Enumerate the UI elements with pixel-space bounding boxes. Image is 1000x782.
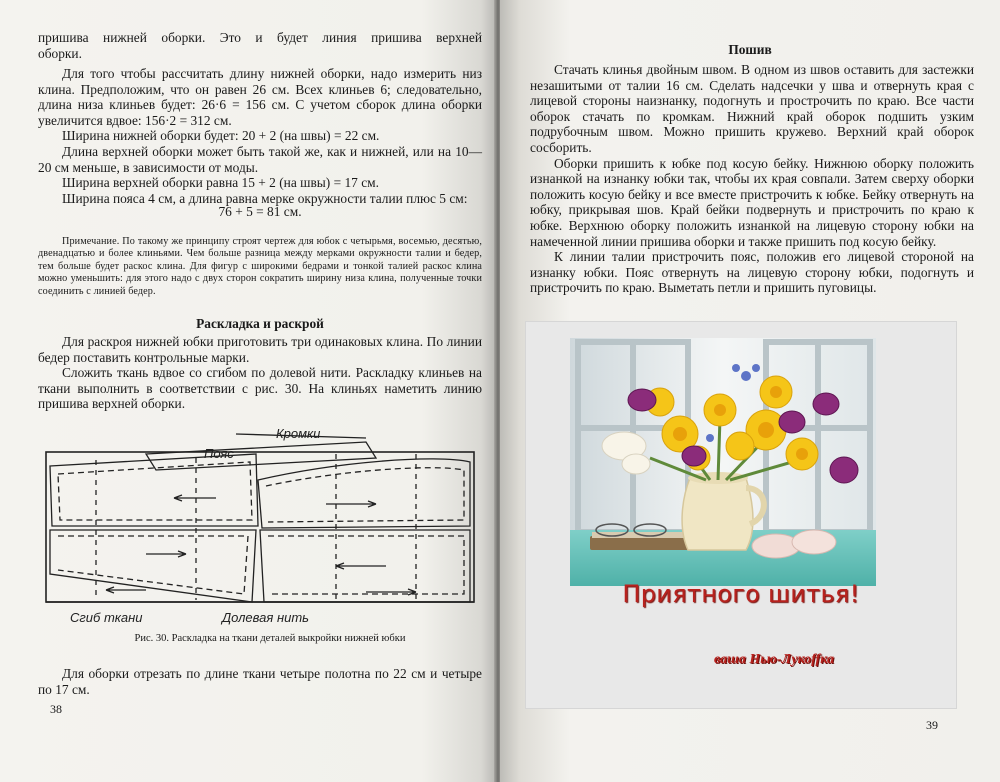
signature-text: ваша Нью-Лукоffка: [714, 652, 834, 667]
label-poyas: Пояс: [204, 446, 234, 461]
paragraph-ruffles: Оборки пришить к юбке под косую бейку. Нижнюю оборку положить изнанкой на изнанку юбки так, чтобы их края совпали. Затем сверху оборки положить косую бейку и все вместе пристрочить к юбке. Бейку отвернуть на юбку, прикрывая шов. Край бейки подвернуть и пристрочить по краю к юбке. Верхнюю оборку положить изнанкой на лицевую сторону юбки на намеченной линии пришива оборки и также пришить под косую бейку.: [530, 155, 974, 249]
paragraph-lower-width: Ширина нижней оборки будет: 20 + 2 (на швы) = 22 см.: [62, 128, 380, 144]
note-paragraph: Примечание. По такому же принципу строят чертеж для юбок с четырьмя, восемью, десятью, двенадцатью и более клиньями. Чем больше разница между мерками окружности талии и бедер, тем больше будет раскос клина. Для фигур с широкими бедрами и тонкой талией раскос клина можно уменьшить: для этого надо с двух сторон сократить ширину низа клина, полученные точки соединить с линией бедер.: [38, 236, 482, 297]
paragraph-upper-length: Длина верхней оборки может быть такой же, как и нижней, или на 10—20 см меньше, в зависимости от моды.: [38, 143, 482, 175]
layout-paragraphs: [38, 334, 482, 412]
label-fold: Сгиб ткани: [70, 610, 143, 625]
left-page: [0, 0, 496, 782]
intro-line-1: пришива нижней оборки. Это и будет линия пришива верхней: [38, 30, 482, 45]
flower-vase-photo: [570, 338, 876, 586]
paragraph-prepare-wedges: Для раскроя нижней юбки приготовить три одинаковых клина. По линии бедер поставить контрольные марки.: [38, 334, 482, 365]
left-intro: [38, 30, 482, 61]
label-grain: Долевая нить: [222, 610, 309, 625]
belt-formula: 76 + 5 = 81 см.: [218, 204, 302, 219]
intro-line-2: оборки.: [38, 45, 82, 61]
page-number-right: 39: [926, 718, 938, 732]
label-kromki: Кромки: [276, 426, 321, 441]
paragraph-belt-width: Ширина пояса 4 см, а длина равна мерке окружности талии плюс 5 см:: [62, 190, 468, 206]
page-number-left: 38: [50, 702, 62, 716]
left-calculations: [38, 66, 482, 206]
figure-caption: Рис. 30. Раскладка на ткани деталей выкройки нижней юбки: [134, 633, 406, 644]
cutting-layout-diagram: [36, 424, 486, 634]
paragraph-length-calc: Для того чтобы рассчитать длину нижней оборки, надо измерить низ клина. Предположим, что он равен 26 см. Всех клиньев 6; следовательно, длина низа клиньев будет: 26·6 = 156 см. С учетом сборок длина оборки увеличится вдвое: 156·2 = 312 см.: [38, 66, 482, 128]
paragraph-seams: Стачать клинья двойным швом. В одном из швов оставить для застежки незашитыми от талии 16 см. Сделать надсечки у шва и отвернуть края с лицевой стороны наизнанку, подогнуть и прострочить по краю. Все части оборок стачать по кромкам. Нижний край оборок подшить узким подрубочным швом. Можно пришить кружево. Верхний край оборок сосборить.: [530, 62, 974, 155]
section-title-sewing: Пошив: [728, 42, 772, 57]
paragraph-upper-width: Ширина верхней оборки равна 15 + 2 (на швы) = 17 см.: [62, 175, 379, 191]
section-title-layout: Раскладка и раскрой: [196, 316, 324, 331]
paragraph-fold-fabric: Сложить ткань вдвое со сгибом по долевой нити. Раскладку клиньев на ткани выполнить в соответствии с рис. 30. На клиньях наметить линию пришива верхней оборки.: [38, 365, 482, 412]
sewing-paragraphs: [530, 62, 974, 296]
greeting-card: [526, 322, 956, 708]
paragraph-waistband: К линии талии пристрочить пояс, положив его лицевой стороной на изнанку юбки. Пояс отвернуть на лицевую сторону юбки, подогнуть и пристрочить по краю. Выметать петли и пришить пуговицы.: [530, 249, 974, 296]
final-paragraph: Для оборки отрезать по длине ткани четыре полотна по 22 см и четыре по 17 см.: [38, 666, 482, 697]
greeting-text: Приятного шитья!: [622, 580, 860, 608]
